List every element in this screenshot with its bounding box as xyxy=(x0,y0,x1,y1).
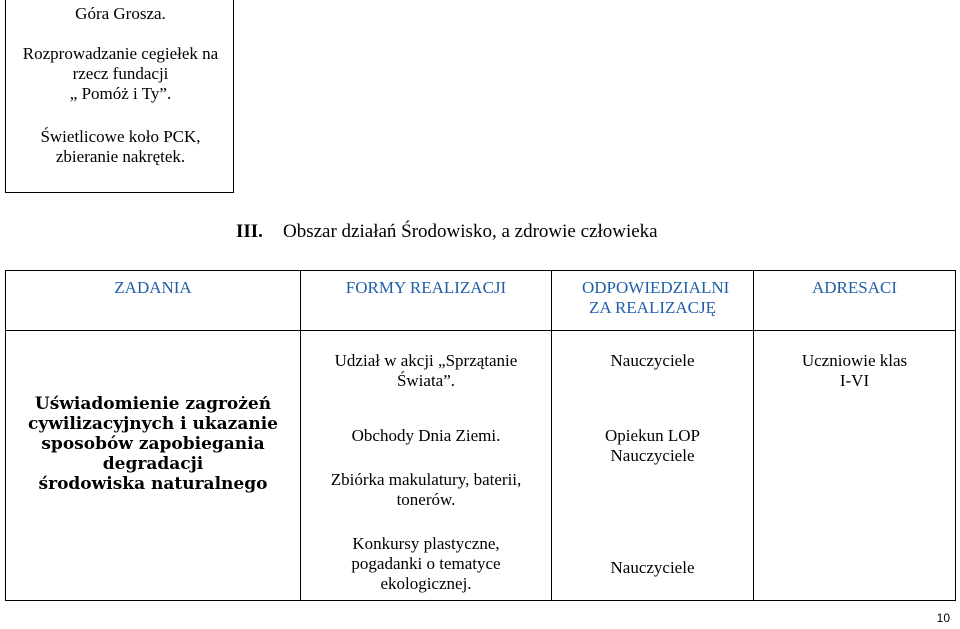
header-formy-realizacji: FORMY REALIZACJI xyxy=(301,271,552,331)
tasks-table xyxy=(5,270,956,601)
form-3-line-1: Zbiórka makulatury, baterii, xyxy=(330,470,522,489)
responsible-2: Opiekun LOP xyxy=(605,426,700,445)
task-line-1: Uświadomienie zagrożeń xyxy=(34,394,272,414)
header-odpowiedzialni xyxy=(552,271,754,331)
previous-table-cell xyxy=(5,0,234,193)
section-title: Obszar działań Środowisko, a zdrowie człowieka xyxy=(283,221,658,242)
form-4-line-1: Konkursy plastyczne, xyxy=(352,534,500,553)
responsible-3: Nauczyciele xyxy=(610,446,695,465)
form-1-line-1: Udział w akcji „Sprzątanie xyxy=(334,351,518,370)
addressees-line-2: I-VI xyxy=(839,371,870,390)
text-gora-grosza: Góra Grosza. xyxy=(75,4,166,23)
form-3-line-2: tonerów. xyxy=(396,490,456,509)
responsible-1: Nauczyciele xyxy=(610,351,695,370)
header-adresaci: ADRESACI xyxy=(754,271,956,331)
form-1-line-2: Świata”. xyxy=(396,371,456,390)
table-header-row xyxy=(6,271,956,331)
text-rozprowadzanie-1: Rozprowadzanie cegiełek na xyxy=(22,44,219,63)
form-2-line-1: Obchody Dnia Ziemi. xyxy=(351,426,501,445)
header-zadania: ZADANIA xyxy=(6,271,301,331)
task-cell xyxy=(6,331,301,601)
text-swietlicowe-2: zbieranie nakrętek. xyxy=(55,147,186,166)
addressees-line-1: Uczniowie klas xyxy=(801,351,908,370)
responsible-cell xyxy=(552,331,754,601)
task-line-2: cywilizacyjnych i ukazanie xyxy=(28,414,278,434)
addressees-cell xyxy=(754,331,956,601)
text-swietlicowe-1: Świetlicowe koło PCK, xyxy=(40,127,201,146)
responsible-4: Nauczyciele xyxy=(610,558,695,577)
task-line-4: środowiska naturalnego xyxy=(38,474,268,494)
form-4-line-2: pogadanki o tematyce xyxy=(351,554,501,573)
text-rozprowadzanie-3: „ Pomóż i Ty”. xyxy=(69,84,172,103)
section-number: III. xyxy=(236,221,263,242)
page-number: 10 xyxy=(936,611,950,625)
task-line-3: sposobów zapobiegania degradacji xyxy=(41,434,265,474)
header-odpowiedzialni-text: ODPOWIEDZIALNI ZA REALIZACJĘ xyxy=(582,278,730,317)
forms-cell xyxy=(301,331,552,601)
form-4-line-3: ekologicznej. xyxy=(380,574,472,593)
text-rozprowadzanie-2: rzecz fundacji xyxy=(72,64,169,83)
table-row xyxy=(6,331,956,601)
